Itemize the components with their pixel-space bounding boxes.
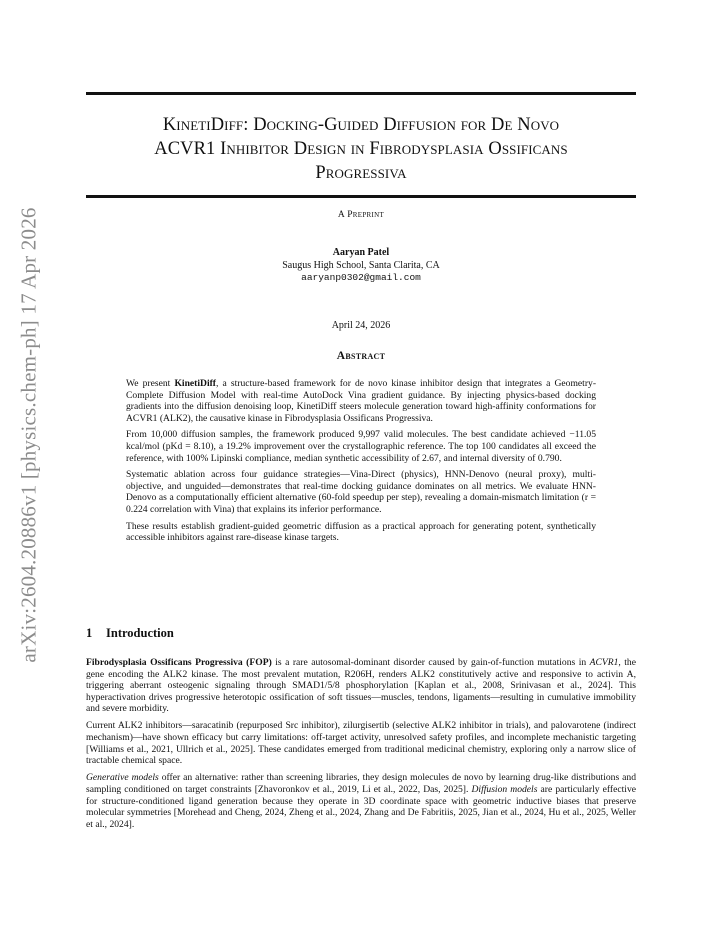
intro-paragraph-3: Generative models offer an alternative: rather than screening libraries, they design molecules de novo by learning drug-like distributions and sampling conditioned on target constraints [Zhavoronkov et al., 2019, Li et al., 2022, Das, 2025]. Diffusion models are particularly effective for structure-conditioned ligand generation because they operate in 3D coordinate space with geometric inductive biases that preserve molecular symmetries [Morehead and Cheng, 2024, Zheng et al., 2024, Zhang and De Fabritiis, 2025, Jian et al., 2024, Hu et al., 2025, Weller et al., 2024].: [86, 772, 636, 830]
title-line-1: KinetiDiff: Docking-Guided Diffusion for De Novo: [162, 115, 560, 135]
author-email[interactable]: aaryanp0302@gmail.com: [301, 272, 421, 283]
title-line-2: ACVR1 Inhibitor Design in Fibrodysplasia Ossificans: [154, 139, 568, 159]
preprint-label: A Preprint: [337, 210, 385, 220]
abstract-paragraph-2: From 10,000 diffusion samples, the framework produced 9,997 valid molecules. The best candidate achieved −11.05 kcal/mol (pKd = 8.10), a 19.2% improvement over the crystallographic reference. The top 100 candidates all exceed the reference, with 100% Lipinski compliance, median synthetic accessibility of 2.67, and internal diversity of 0.790.: [126, 429, 596, 464]
author-block: [86, 247, 636, 285]
publication-date: April 24, 2026: [331, 320, 391, 331]
title-bottom-rule: [86, 195, 636, 198]
intro-paragraph-1: Fibrodysplasia Ossificans Progressiva (FOP) is a rare autosomal-dominant disorder caused by gain-of-function mutations in ACVR1, the gene encoding the ALK2 kinase. The most prevalent mutation, R206H, renders ALK2 constitutively active and responsive to activin A, triggering aberrant osteogenic signaling through SMAD1/5/8 phosphorylation [Kaplan et al., 2008, Srinivasan et al., 2024]. This hyperactivation drives progressive heterotopic ossification of soft tissues—muscles, tendons, ligaments—resulting in cumulative immobility and severe morbidity.: [86, 657, 636, 715]
abstract-body: [126, 378, 596, 549]
section-number: 1: [86, 626, 93, 640]
paper-title: [86, 113, 636, 185]
intro-paragraph-2: Current ALK2 inhibitors—saracatinib (repurposed Src inhibitor), zilurgisertib (selective ALK2 inhibitor in trials), and palovarotene (indirect mechanism)—have shown efficacy but carry limitations: off-target activity, unresolved safety profiles, and incomplete mechanistic targeting [Williams et al., 2021, Ullrich et al., 2025]. These candidates emerged from traditional medicinal chemistry, exploring only a narrow slice of tractable chemical space.: [86, 720, 636, 767]
abstract-heading: Abstract: [336, 350, 386, 362]
section-heading-introduction: [86, 626, 174, 641]
arxiv-identifier-text: arXiv:2604.20886v1 [physics.chem-ph] 17 Apr 2026: [16, 207, 41, 663]
abstract-paragraph-4: These results establish gradient-guided geometric diffusion as a practical approach for generating potent, synthetically accessible inhibitors against rare-disease kinase targets.: [126, 520, 596, 544]
abstract-paragraph-1: We present KinetiDiff, a structure-based framework for de novo kinase inhibitor design that integrates a Geometry-Complete Diffusion Model with real-time AutoDock Vina gradient guidance. By injecting physics-based docking gradients into the diffusion denoising loop, KinetiDiff steers molecule generation toward high-affinity conformations for ACVR1 (ALK2), the causative kinase in Fibrodysplasia Ossificans Progressiva.: [126, 378, 597, 424]
author-name: Aaryan Patel: [332, 247, 390, 258]
kinetidiff-name: KinetiDiff: [174, 378, 217, 389]
section-title: Introduction: [106, 626, 174, 640]
title-top-rule: [86, 92, 636, 95]
introduction-body: [86, 657, 636, 836]
abstract-paragraph-3: Systematic ablation across four guidance strategies—Vina-Direct (physics), HNN-Denovo (neural proxy), multi-objective, and unguided—demonstrates that real-time docking guidance dominates on all metrics. We evaluate HNN-Denovo as a computationally efficient alternative (60-fold speedup per step), revealing a domain-mismatch limitation (r = 0.224 correlation with Vina) that explains its inferior performance.: [126, 469, 596, 515]
arxiv-identifier-stamp: [14, 200, 44, 670]
author-affiliation: Saugus High School, Santa Clarita, CA: [282, 259, 440, 271]
title-line-3: Progressiva: [315, 163, 407, 183]
